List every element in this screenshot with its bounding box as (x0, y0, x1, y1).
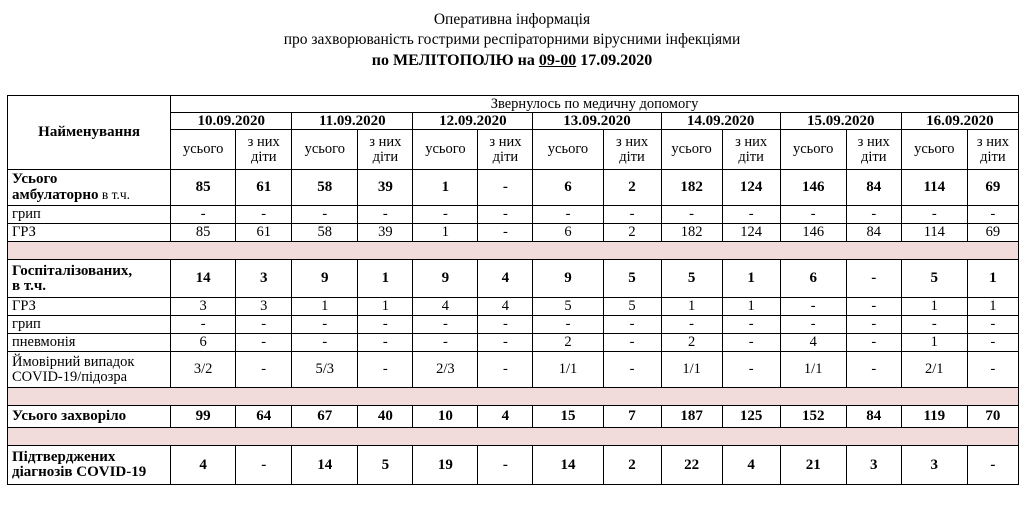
date-header: 15.09.2020 (780, 113, 901, 130)
value-cell: 3 (846, 446, 901, 485)
value-cell: - (236, 316, 292, 334)
row-label: Усього амбулаторно в т.ч. (8, 170, 171, 206)
sub-header-children: з них діти (603, 130, 661, 170)
value-cell: - (292, 316, 358, 334)
value-cell: - (413, 334, 478, 352)
value-cell: 1 (661, 298, 722, 316)
value-cell: 4 (478, 260, 533, 298)
value-cell: 99 (171, 406, 236, 428)
sub-header-total: усього (292, 130, 358, 170)
title-date: 17.09.2020 (576, 52, 653, 69)
date-header: 10.09.2020 (171, 113, 292, 130)
row-covid-suspect (8, 352, 1019, 388)
row-ari (8, 224, 1019, 242)
value-cell: - (661, 206, 722, 224)
value-cell: 1 (358, 260, 413, 298)
value-cell: 3 (236, 260, 292, 298)
value-cell: 1 (292, 298, 358, 316)
value-cell: 84 (846, 224, 901, 242)
row-pneumonia (8, 334, 1019, 352)
sub-header-total: усього (661, 130, 722, 170)
value-cell: - (901, 316, 967, 334)
group-header: Звернулось по медичну допомогу (171, 96, 1019, 113)
value-cell: - (846, 260, 901, 298)
row-label: грип (8, 316, 171, 334)
value-cell: 40 (358, 406, 413, 428)
value-cell: 5/3 (292, 352, 358, 388)
value-cell: 5 (603, 260, 661, 298)
value-cell: - (236, 206, 292, 224)
spacer-cell (8, 388, 1019, 406)
value-cell: - (967, 334, 1018, 352)
date-header: 12.09.2020 (413, 113, 533, 130)
value-cell: 9 (413, 260, 478, 298)
row-label: грип (8, 206, 171, 224)
value-cell: - (967, 206, 1018, 224)
value-cell: 2/3 (413, 352, 478, 388)
value-cell: - (358, 334, 413, 352)
value-cell: 84 (846, 170, 901, 206)
value-cell: 1/1 (533, 352, 603, 388)
value-cell: - (413, 206, 478, 224)
value-cell: - (780, 206, 846, 224)
value-cell: 3/2 (171, 352, 236, 388)
value-cell: - (603, 334, 661, 352)
value-cell: 19 (413, 446, 478, 485)
sub-header-total: усього (901, 130, 967, 170)
value-cell: - (780, 298, 846, 316)
value-cell: 14 (171, 260, 236, 298)
row-hospitalized (8, 260, 1019, 298)
value-cell: 5 (661, 260, 722, 298)
value-cell: 1 (413, 224, 478, 242)
date-header: 16.09.2020 (901, 113, 1018, 130)
value-cell: - (358, 206, 413, 224)
value-cell: 70 (967, 406, 1018, 428)
value-cell: - (358, 352, 413, 388)
value-cell: 3 (171, 298, 236, 316)
value-cell: 85 (171, 170, 236, 206)
value-cell: - (533, 206, 603, 224)
value-cell: - (413, 316, 478, 334)
value-cell: 4 (413, 298, 478, 316)
value-cell: 61 (236, 224, 292, 242)
value-cell: 85 (171, 224, 236, 242)
value-cell: 5 (533, 298, 603, 316)
value-cell: - (846, 352, 901, 388)
spacer-cell (8, 428, 1019, 446)
row-total-sick (8, 406, 1019, 428)
sub-header-total: усього (533, 130, 603, 170)
value-cell: 58 (292, 170, 358, 206)
value-cell: - (722, 352, 780, 388)
morbidity-table (7, 95, 1019, 485)
value-cell: 1 (967, 298, 1018, 316)
value-cell: - (236, 334, 292, 352)
sub-header-total: усього (413, 130, 478, 170)
sub-header-total: усього (171, 130, 236, 170)
value-cell: 2 (661, 334, 722, 352)
date-header: 11.09.2020 (292, 113, 413, 130)
value-cell: 114 (901, 170, 967, 206)
value-cell: - (171, 316, 236, 334)
value-cell: - (901, 206, 967, 224)
value-cell: 5 (603, 298, 661, 316)
value-cell: - (967, 446, 1018, 485)
row-label: Підтверджених діагнозів COVID-19 (8, 446, 171, 485)
spacer-row (8, 242, 1019, 260)
row-label: ГРЗ (8, 298, 171, 316)
value-cell: 182 (661, 170, 722, 206)
value-cell: 21 (780, 446, 846, 485)
spacer-cell (8, 242, 1019, 260)
row-confirmed-covid (8, 446, 1019, 485)
value-cell: 152 (780, 406, 846, 428)
value-cell: 64 (236, 406, 292, 428)
value-cell: - (533, 316, 603, 334)
sub-header-total: усього (780, 130, 846, 170)
value-cell: 125 (722, 406, 780, 428)
value-cell: - (661, 316, 722, 334)
value-cell: 2 (603, 224, 661, 242)
sub-header-children: з них діти (478, 130, 533, 170)
value-cell: 1/1 (780, 352, 846, 388)
spacer-row (8, 428, 1019, 446)
sub-header-children: з них діти (358, 130, 413, 170)
value-cell: 182 (661, 224, 722, 242)
value-cell: 22 (661, 446, 722, 485)
value-cell: 6 (780, 260, 846, 298)
value-cell: - (236, 446, 292, 485)
sub-header-children: з них діти (967, 130, 1018, 170)
value-cell: - (722, 206, 780, 224)
value-cell: 3 (901, 446, 967, 485)
value-cell: - (478, 206, 533, 224)
value-cell: - (967, 316, 1018, 334)
value-cell: 124 (722, 224, 780, 242)
value-cell: - (478, 224, 533, 242)
spacer-row (8, 388, 1019, 406)
date-header: 14.09.2020 (661, 113, 780, 130)
value-cell: 2/1 (901, 352, 967, 388)
value-cell: - (846, 334, 901, 352)
value-cell: 1 (967, 260, 1018, 298)
name-header: Найменування (8, 96, 171, 170)
row-label: Усього захворіло (8, 406, 171, 428)
value-cell: - (171, 206, 236, 224)
value-cell: 119 (901, 406, 967, 428)
value-cell: 4 (722, 446, 780, 485)
value-cell: 69 (967, 170, 1018, 206)
value-cell: 10 (413, 406, 478, 428)
value-cell: - (236, 352, 292, 388)
value-cell: 58 (292, 224, 358, 242)
value-cell: - (478, 316, 533, 334)
value-cell: - (478, 446, 533, 485)
value-cell: 1 (358, 298, 413, 316)
value-cell: 1 (901, 334, 967, 352)
value-cell: - (603, 316, 661, 334)
value-cell: 6 (171, 334, 236, 352)
row-label: ГРЗ (8, 224, 171, 242)
row-ari-hosp (8, 298, 1019, 316)
date-header: 13.09.2020 (533, 113, 661, 130)
value-cell: 187 (661, 406, 722, 428)
value-cell: 9 (533, 260, 603, 298)
value-cell: 1 (722, 298, 780, 316)
title-line-1: Оперативна інформація (433, 11, 591, 28)
value-cell: - (780, 316, 846, 334)
value-cell: - (603, 352, 661, 388)
value-cell: 84 (846, 406, 901, 428)
row-flu (8, 206, 1019, 224)
value-cell: 1 (901, 298, 967, 316)
sub-header-children: з них діти (236, 130, 292, 170)
value-cell: 1 (722, 260, 780, 298)
value-cell: 5 (358, 446, 413, 485)
title-line-2: про захворюваність гострими респіраторними вірусними інфекціями (283, 31, 741, 48)
value-cell: - (846, 316, 901, 334)
value-cell: - (846, 206, 901, 224)
title-line-3 (0, 51, 1024, 71)
value-cell: 9 (292, 260, 358, 298)
value-cell: 146 (780, 170, 846, 206)
value-cell: 5 (901, 260, 967, 298)
value-cell: 61 (236, 170, 292, 206)
value-cell: 39 (358, 224, 413, 242)
value-cell: 2 (533, 334, 603, 352)
value-cell: 6 (533, 170, 603, 206)
value-cell: 39 (358, 170, 413, 206)
value-cell: - (846, 298, 901, 316)
value-cell: 14 (292, 446, 358, 485)
value-cell: - (292, 334, 358, 352)
value-cell: 4 (478, 298, 533, 316)
value-cell: - (478, 334, 533, 352)
row-label: пневмонія (8, 334, 171, 352)
value-cell: 4 (171, 446, 236, 485)
row-label: Ймовірний випадок COVID-19/підозра (8, 352, 171, 388)
value-cell: 1 (413, 170, 478, 206)
value-cell: 69 (967, 224, 1018, 242)
value-cell: 3 (236, 298, 292, 316)
value-cell: 14 (533, 446, 603, 485)
row-outpatient (8, 170, 1019, 206)
value-cell: - (722, 334, 780, 352)
value-cell: - (478, 170, 533, 206)
title-city: по МЕЛІТОПОЛЮ на (371, 52, 539, 69)
value-cell: 67 (292, 406, 358, 428)
value-cell: 2 (603, 170, 661, 206)
value-cell: - (478, 352, 533, 388)
value-cell: 15 (533, 406, 603, 428)
value-cell: 6 (533, 224, 603, 242)
value-cell: - (722, 316, 780, 334)
value-cell: 146 (780, 224, 846, 242)
value-cell: 1/1 (661, 352, 722, 388)
value-cell: - (603, 206, 661, 224)
value-cell: - (967, 352, 1018, 388)
value-cell: 4 (478, 406, 533, 428)
value-cell: 2 (603, 446, 661, 485)
value-cell: 4 (780, 334, 846, 352)
value-cell: 124 (722, 170, 780, 206)
value-cell: 7 (603, 406, 661, 428)
title-time: 09-00 (538, 52, 577, 69)
value-cell: 114 (901, 224, 967, 242)
value-cell: - (292, 206, 358, 224)
row-label: Госпіталізованих, в т.ч. (8, 260, 171, 298)
sub-header-children: з них діти (846, 130, 901, 170)
value-cell: - (358, 316, 413, 334)
row-flu-hosp (8, 316, 1019, 334)
sub-header-children: з них діти (722, 130, 780, 170)
